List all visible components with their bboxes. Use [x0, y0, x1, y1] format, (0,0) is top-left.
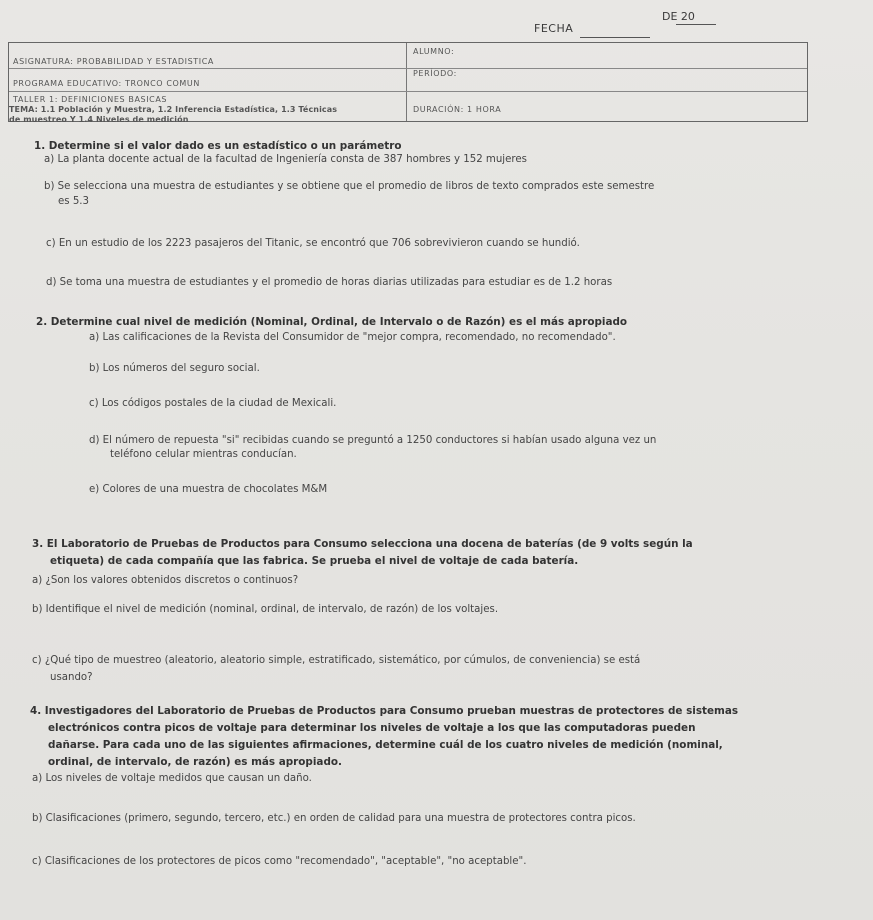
question-4-title-cont2: dañarse. Para cada uno de las siguientes afirmaciones, determine cuál de los cuatro niveles de medición (nominal,	[48, 739, 723, 751]
q2-item-d-cont: teléfono celular mientras conducían.	[110, 449, 297, 460]
q3-item-b: b) Identifique el nivel de medición (nominal, ordinal, de intervalo, de razón) de los voltajes.	[32, 604, 499, 615]
periodo-cell: PERÍODO:	[413, 69, 457, 78]
q1-item-b-cont: es 5.3	[58, 196, 90, 207]
asignatura-cell: ASIGNATURA: PROBABILIDAD Y ESTADISTICA	[13, 57, 214, 66]
q3-item-c: c) ¿Qué tipo de muestreo (aleatorio, aleatorio simple, estratificado, sistemático, por cúmulos, de conveniencia) se está	[32, 655, 641, 666]
header-row-divider	[9, 68, 807, 69]
q4-item-b: b) Clasificaciones (primero, segundo, tercero, etc.) en orden de calidad para una muestra de protectores contra picos.	[32, 813, 636, 824]
tema-cell-cont: de muestreo Y 1.4 Niveles de medición	[9, 115, 189, 124]
alumno-cell: ALUMNO:	[413, 47, 455, 56]
q3-item-a: a) ¿Son los valores obtenidos discretos o continuos?	[32, 575, 299, 586]
q2-item-a: a) Las calificaciones de la Revista del Consumidor de "mejor compra, recomendado, no recomendado".	[89, 332, 616, 343]
year-blank-line	[676, 24, 716, 25]
programa-cell: PROGRAMA EDUCATIVO: TRONCO COMUN	[13, 79, 200, 88]
question-4-title: 4. Investigadores del Laboratorio de Pruebas de Productos para Consumo prueban muestras de protectores de sistemas	[30, 705, 739, 717]
q4-item-c: c) Clasificaciones de los protectores de picos como "recomendado", "aceptable", "no aceptable".	[32, 856, 527, 867]
q1-item-c: c) En un estudio de los 2223 pasajeros del Titanic, se encontró que 706 sobrevivieron cuando se hundió.	[46, 238, 580, 249]
taller-cell: TALLER 1: DEFINICIONES BASICAS	[13, 95, 168, 104]
q4-item-a: a) Los niveles de voltaje medidos que causan un daño.	[32, 773, 312, 784]
question-2-title: 2. Determine cual nivel de medición (Nominal, Ordinal, de Intervalo o de Razón) es el más apropiado	[36, 316, 628, 328]
q2-item-e: e) Colores de una muestra de chocolates M&M	[89, 484, 328, 495]
header-divider	[406, 43, 407, 121]
de-year-label: DE 20	[662, 10, 695, 23]
question-1-title: 1. Determine si el valor dado es un estadístico o un parámetro	[34, 140, 402, 152]
question-3-title-cont: etiqueta) de cada compañía que las fabrica. Se prueba el nivel de voltaje de cada batería.	[50, 555, 579, 567]
q1-item-a: a) La planta docente actual de la facultad de Ingeniería consta de 387 hombres y 152 mujeres	[44, 154, 527, 165]
q2-item-c: c) Los códigos postales de la ciudad de Mexicali.	[89, 398, 337, 409]
q1-item-b: b) Se selecciona una muestra de estudiantes y se obtiene que el promedio de libros de texto comprados este semestre	[44, 181, 655, 192]
q1-item-d: d) Se toma una muestra de estudiantes y el promedio de horas diarias utilizadas para estudiar es de 1.2 horas	[46, 277, 613, 288]
fecha-blank-line	[580, 37, 650, 38]
header-table	[8, 42, 808, 122]
q2-item-d: d) El número de repuesta "si" recibidas cuando se preguntó a 1250 conductores si habían usado alguna vez un	[89, 435, 657, 446]
question-4-title-cont1: electrónicos contra picos de voltaje para determinar los niveles de voltaje a los que las computadoras pueden	[48, 722, 696, 734]
tema-cell: TEMA: 1.1 Población y Muestra, 1.2 Inferencia Estadística, 1.3 Técnicas	[9, 105, 338, 114]
fecha-label: FECHA	[534, 22, 574, 35]
q2-item-b: b) Los números del seguro social.	[89, 363, 260, 374]
question-4-title-cont3: ordinal, de intervalo, de razón) es más apropiado.	[48, 756, 342, 768]
duracion-cell: DURACIÓN: 1 HORA	[413, 105, 502, 114]
question-3-title: 3. El Laboratorio de Pruebas de Productos para Consumo selecciona una docena de baterías (de 9 volts según la	[32, 538, 693, 550]
q3-item-c-cont: usando?	[50, 672, 93, 683]
header-row-divider	[9, 91, 807, 92]
